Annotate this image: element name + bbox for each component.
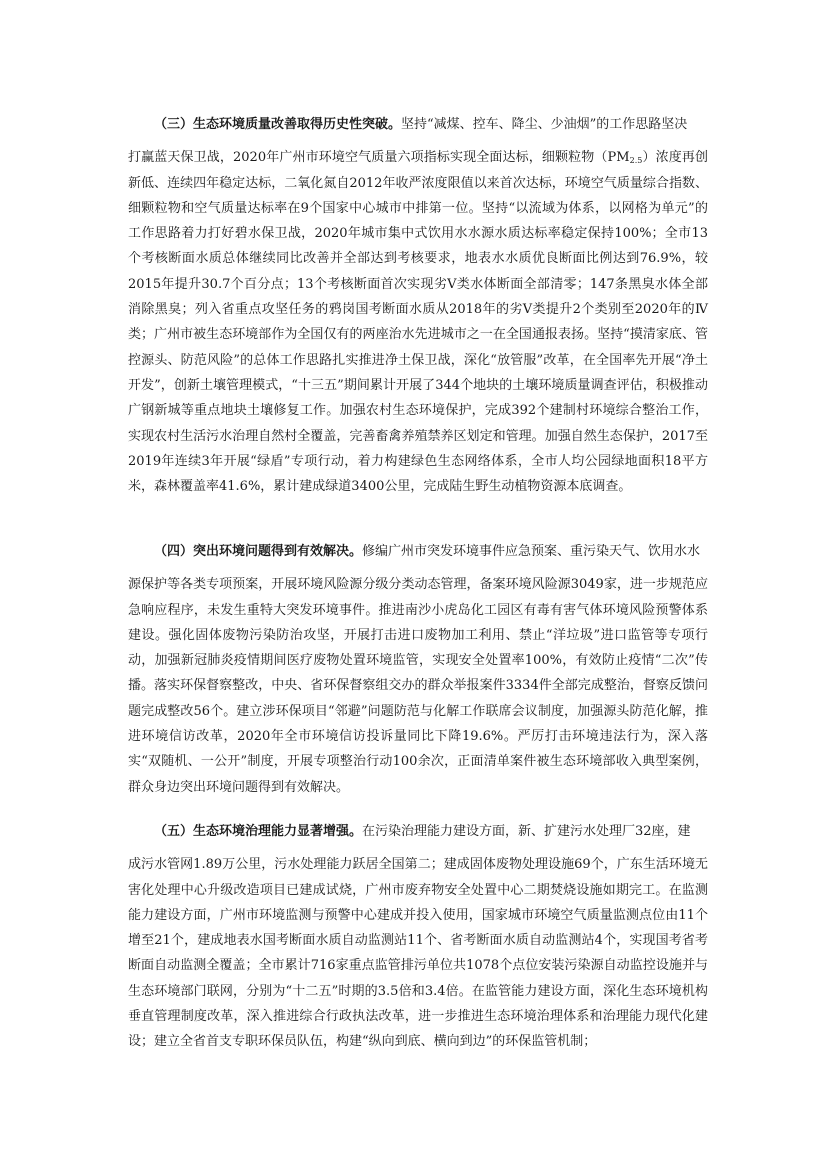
section-3-paragraph bbox=[128, 112, 708, 499]
section-3-body-text: 打赢蓝天保卫战，2020年广州市环境空气质量六项指标实现全面达标，细颗粒物（PM bbox=[128, 150, 630, 166]
section-4-lead-line bbox=[128, 539, 708, 564]
section-3-lead-text: 坚持“减煤、控车、降尘、少油烟”的工作思路坚决 bbox=[401, 117, 688, 132]
section-5-paragraph bbox=[128, 819, 708, 1055]
section-5-heading: （五）生态环境治理能力显著增强。 bbox=[154, 824, 363, 839]
section-5-lead-text: 在污染治理能力建设方面，新、扩建污水处理厂32座，建 bbox=[362, 824, 691, 839]
section-3-heading: （三）生态环境质量改善取得历史性突破。 bbox=[154, 117, 402, 132]
section-5-lead-line bbox=[128, 819, 708, 844]
section-4-heading: （四）突出环境问题得到有效解决。 bbox=[154, 544, 363, 559]
section-4-body-text: 源保护等各类专项预案，开展环境风险源分级分类动态管理，备案环境风险源3049家，进一步规范应急响应程序，未发生重特大突发环境事件。推进南沙小虎岛化工园区有毒有害气体环境风险预警体系建设。强化固体废物污染防治攻坚，开展打击进口废物加工利用、禁止“洋垃圾”进口监管等专项行动，加强新冠肺炎疫情期间医疗废物处置环境监管，实现安全处置率100%，有效防止疫情“二次”传播。落实环保督察整改，中央、省环保督察组交办的群众举报案件3334件全部完成整治，督察反馈问题完成整改56个。建立涉环保项目“邻避”问题防范与化解工作联席会议制度，加强源头防范化解，推进环境信访改革，2020年全市环境信访投诉量同比下降19.6%。严厉打击环境违法行为，深入落实“双随机、一公开”制度，开展专项整治行动100余次，正面清单案件被生态环境部收入典型案例，群众身边突出环境问题得到有效解决。 bbox=[128, 577, 708, 795]
section-3-lead-line bbox=[128, 112, 708, 137]
section-5-body-text: 成污水管网1.89万公里，污水处理能力跃居全国第二；建成固体废物处理设施69个，广东生活环境无害化处理中心升级改造项目已建成试烧，广州市废弃物安全处置中心二期焚烧设施如期完工。在监测能力建设方面，广州市环境监测与预警中心建成并投入使用，国家城市环境空气质量监测点位由11个增至21个，建成地表水国考断面水质自动监测站11个、省考断面水质自动监测站4个，实现国考省考断面自动监测全覆盖；全市累计716家重点监管排污单位共1078个点位安装污染源自动监控设施并与生态环境部门联网，分别为“十二五”时期的3.5倍和3.4倍。在监管能力建设方面，深化生态环境机构垂直管理制度改革，深入推进综合行政执法改革，进一步推进生态环境治理体系和治理能力现代化建设；建立全省首支专职环保员队伍，构建“纵向到底、横向到边”的环保监管机制； bbox=[128, 857, 708, 1050]
section-3-body-text-cont: ）浓度再创新低、连续四年稳定达标，二氧化氮自2012年收严浓度限值以来首次达标，环境空气质量综合指数、细颗粒物和空气质量达标率在9个国家中心城市中排第一位。坚持“以流域为体系，以网格为单元”的工作思路着力打好碧水保卫战，2020年城市集中式饮用水水源水质达标率稳定保持100%；全市13个考核断面水质总体继续同比改善并全部达到考核要求，地表水水质优良断面比例达到76.9%，较2015年提升30.7个百分点；13个考核断面首次实现劣Ⅴ类水体断面全部清零；147条黑臭水体全部消除黑臭；列入省重点攻坚任务的鸦岗国考断面水质从2018年的劣Ⅴ类提升2个类别至2020年的Ⅳ类；广州市被生态环境部作为全国仅有的两座治水先进城市之一在全国通报表扬。坚持“摸清家底、管控源头、防范风险”的总体工作思路扎实推进净土保卫战，深化“放管服”改革，在全国率先开展“净土开发”，创新土壤管理模式，“十三五”期间累计开展了344个地块的土壤环境质量调查评估，积极推动广钢新城等重点地块土壤修复工作。加强农村生态环境保护，完成392个建制村环境综合整治工作，实现农村生活污水治理自然村全覆盖，完善畜禽养殖禁养区划定和管理。加强自然生态保护，2017至2019年连续3年开展“绿盾”专项行动，着力构建绿色生态网络体系，全市人均公园绿地面积18平方米，森林覆盖率41.6%，累计建成绿道3400公里，完成陆生野生动植物资源本底调查。 bbox=[128, 150, 708, 495]
pm-subscript: 2.5 bbox=[629, 156, 643, 166]
section-4-lead-text: 修编广州市突发环境事件应急预案、重污染天气、饮用水水 bbox=[362, 544, 701, 559]
section-4-paragraph bbox=[128, 539, 708, 800]
